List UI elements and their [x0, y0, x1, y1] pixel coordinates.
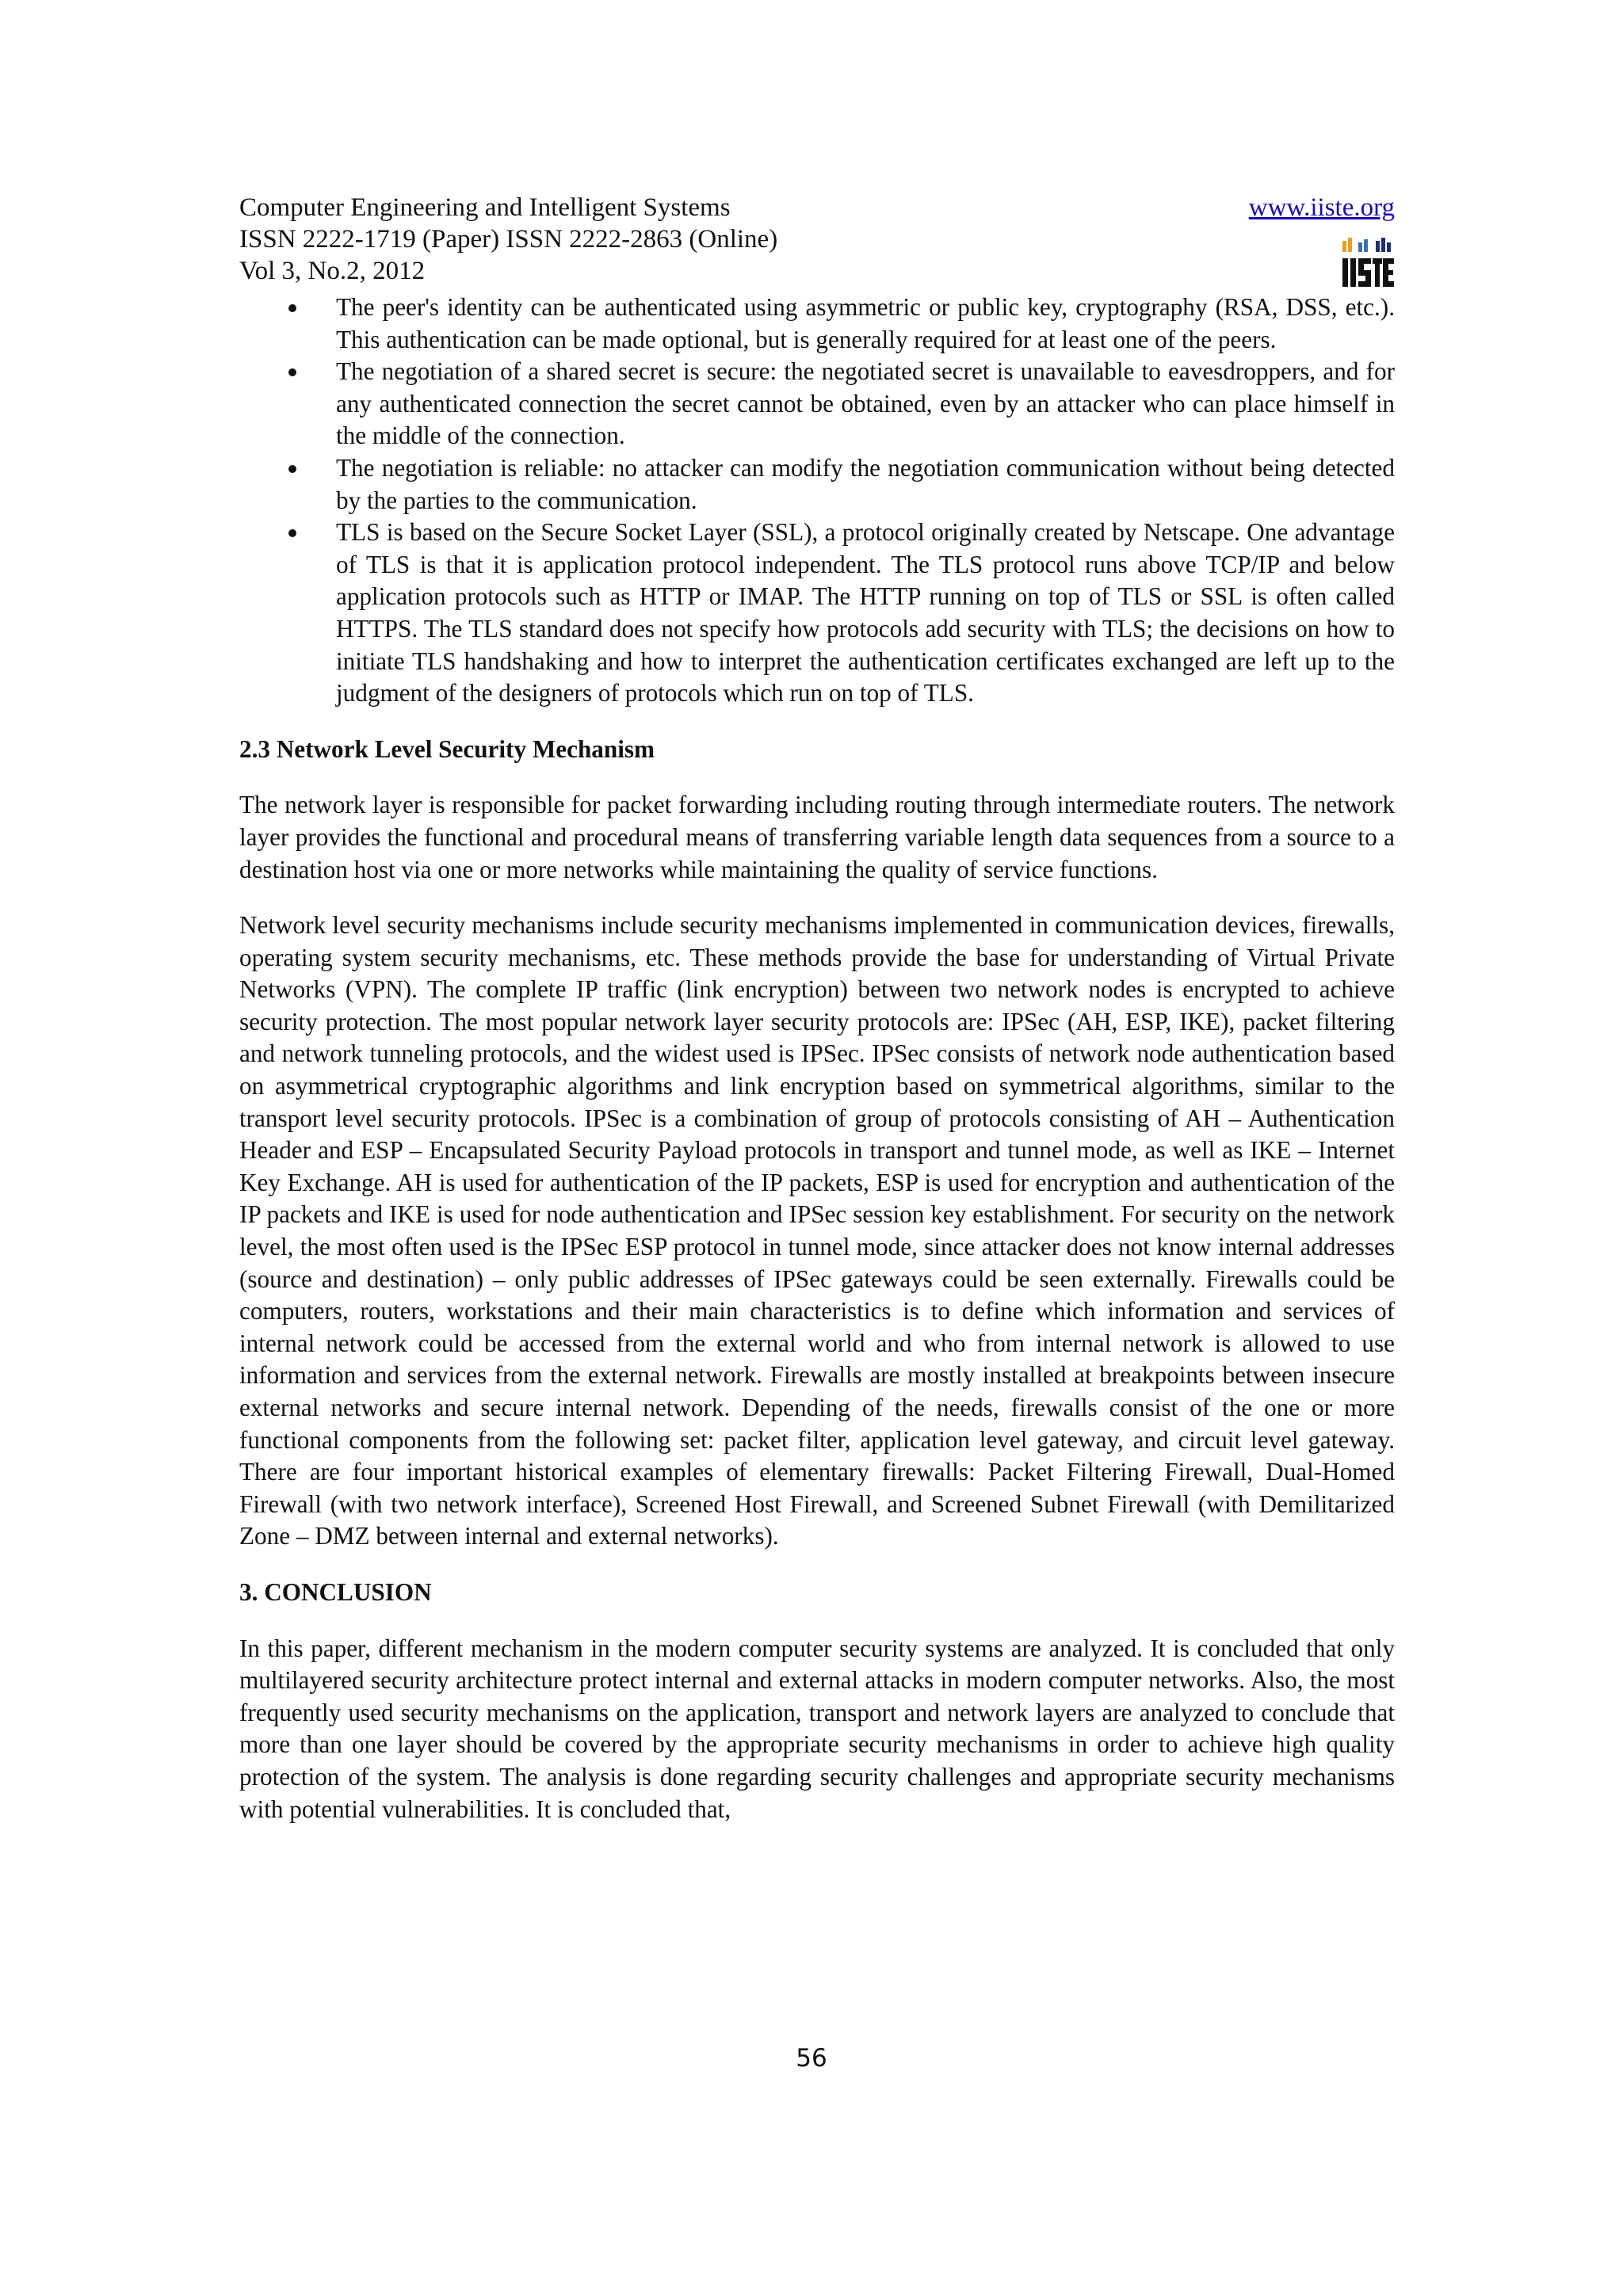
page-number: 56	[796, 2044, 827, 2073]
iiste-logo	[1341, 236, 1395, 288]
bullet-list	[239, 292, 1395, 710]
paragraph-network-layer: The network layer is responsible for packet forwarding including routing through intermediate routers. The network layer provides the functional and procedural means of transferring variable length data sequences from a source to a destination host via one or more networks while maintaining the quality of service functions.	[239, 791, 1395, 883]
list-item	[239, 517, 1395, 710]
journal-website-link[interactable]: www.iiste.org	[1248, 193, 1395, 222]
journal-title: Computer Engineering and Intelligent Systems	[239, 193, 731, 222]
section-heading-conclusion: 3. CONCLUSION	[239, 1577, 432, 1606]
running-header	[239, 192, 1395, 287]
paragraph-network-security: Network level security mechanisms include security mechanisms implemented in communication devices, firewalls, operating system security mechanisms, etc. These methods provide the base for understanding of Virtual Private Networks (VPN). The complete IP traffic (link encryption) between two network nodes is encrypted to achieve security protection. The most popular network layer security protocols are: IPSec (AH, ESP, IKE), packet filtering and network tunneling protocols, and the widest used is IPSec. IPSec consists of network node authentication based on asymmetrical cryptographic algorithms and link encryption based on symmetrical algorithms, similar to the transport level security protocols. IPSec is a combination of group of protocols consisting of AH – Authentication Header and ESP – Encapsulated Security Payload protocols in transport and tunnel mode, as well as IKE – Internet Key Exchange. AH is used for authentication of the IP packets, ESP is used for encryption and authentication of the IP packets and IKE is used for node authentication and IPSec session key establishment. For security on the network level, the most often used is the IPSec ESP protocol in tunnel mode, since attacker does not know internal addresses (source and destination) – only public addresses of IPSec gateways could be seen externally. Firewalls could be computers, routers, workstations and their main characteristics is to define which information and services of internal network could be accessed from the external world and who from internal network is allowed to use information and services from the external network. Firewalls are mostly installed at breakpoints between insecure external networks and secure internal network. Depending of the needs, firewalls consist of the one or more functional components from the following set: packet filter, application level gateway, and circuit level gateway. There are four important historical examples of elementary firewalls: Packet Filtering Firewall, Dual-Homed Firewall (with two network interface), Screened Host Firewall, and Screened Subnet Firewall (with Demilitarized Zone – DMZ between internal and external networks).	[239, 911, 1395, 1550]
section-heading-network-level: 2.3 Network Level Security Mechanism	[239, 734, 655, 763]
bullet-icon	[288, 368, 296, 376]
issn-line: ISSN 2222-1719 (Paper) ISSN 2222-2863 (Online)	[239, 225, 778, 254]
volume-line: Vol 3, No.2, 2012	[239, 257, 426, 285]
body-content	[239, 292, 1395, 1849]
bullet-icon	[288, 304, 296, 312]
list-item	[239, 292, 1395, 356]
list-item	[239, 452, 1395, 517]
paragraph-conclusion: In this paper, different mechanism in the modern computer security systems are analyzed. It is concluded that only multilayered security architecture protect internal and external attacks in modern computer networks. Also, the most frequently used security mechanisms on the application, transport and network layers are analyzed to conclude that more than one layer should be covered by the appropriate security mechanisms in order to achieve high quality protection of the system. The analysis is done regarding security challenges and appropriate security mechanisms with potential vulnerabilities. It is concluded that,	[239, 1634, 1395, 1823]
bullet-text: TLS is based on the Secure Socket Layer (SSL), a protocol originally created by Netscape. One advantage of TLS is that it is application protocol independent. The TLS protocol runs above TCP/IP and below application protocols such as HTTP or IMAP. The HTTP running on top of TLS or SSL is often called HTTPS. The TLS standard does not specify how protocols add security with TLS; the decisions on how to initiate TLS handshaking and how to interpret the authentication certificates exchanged are left up to the judgment of the designers of protocols which run on top of TLS.	[336, 518, 1395, 707]
bullet-text: The negotiation is reliable: no attacker can modify the negotiation communication without being detected by the parties to the communication.	[336, 453, 1395, 514]
bullet-icon	[288, 529, 296, 537]
bullet-text: The negotiation of a shared secret is secure: the negotiated secret is unavailable to eavesdroppers, and for any authenticated connection the secret cannot be obtained, even by an attacker who can place himself in the middle of the connection.	[336, 357, 1395, 450]
list-item	[239, 356, 1395, 452]
bullet-icon	[288, 465, 296, 473]
bullet-text: The peer's identity can be authenticated using asymmetric or public key, cryptography (RSA, DSS, etc.). This authentication can be made optional, but is generally required for at least one of the peers.	[336, 293, 1395, 353]
